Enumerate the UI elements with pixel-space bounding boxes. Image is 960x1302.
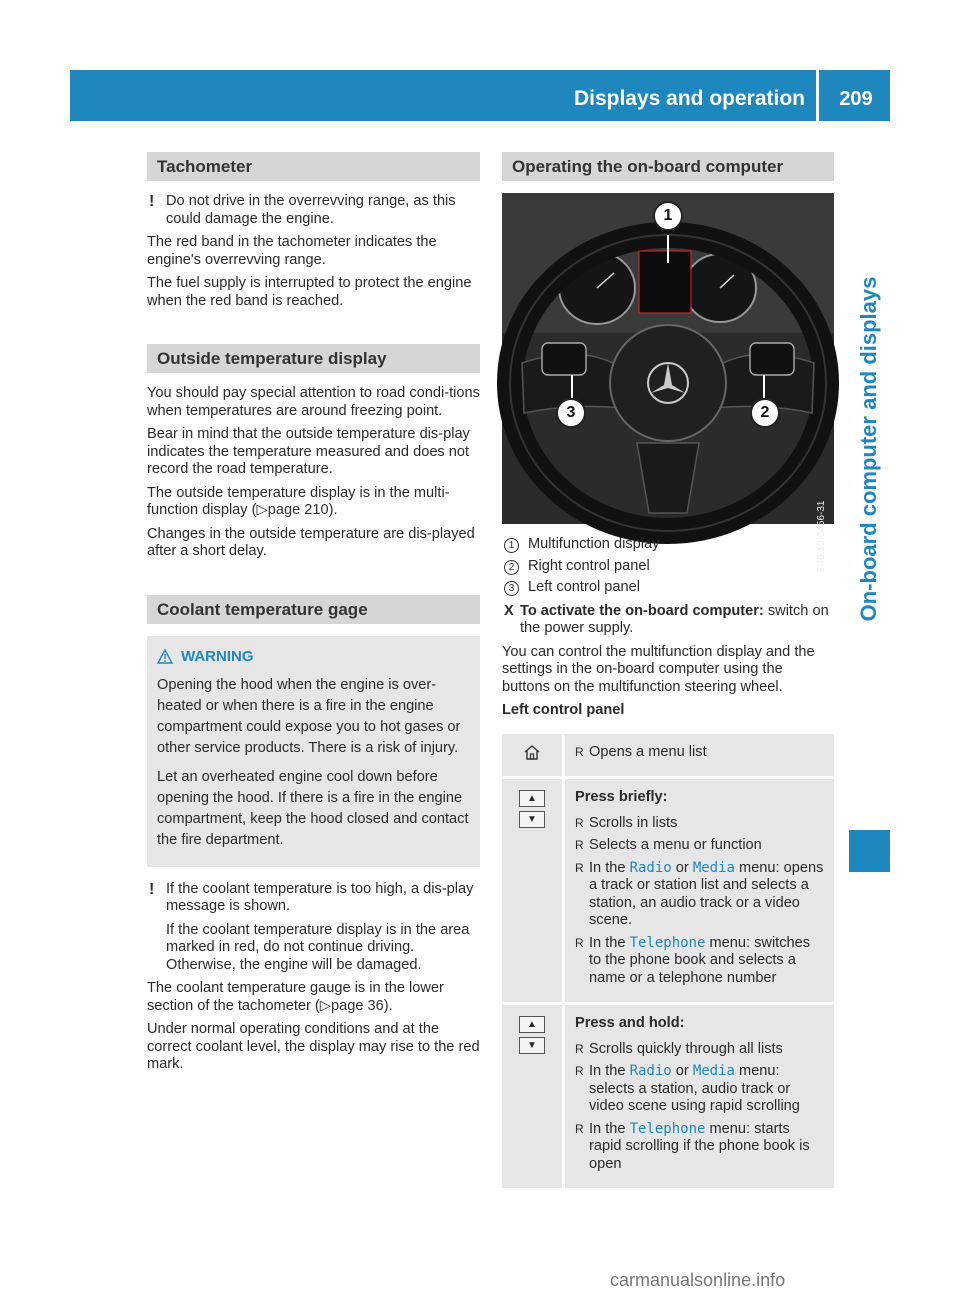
warning-title: [157, 646, 470, 667]
page-reference-link[interactable]: page 210: [267, 502, 329, 518]
right-column: [502, 152, 834, 1191]
callout-2: 2: [750, 398, 780, 428]
legend-item: [502, 558, 834, 576]
legend-item: [502, 579, 834, 597]
legend-number: 3: [504, 581, 519, 596]
section-heading-coolant: Coolant temperature gage: [147, 595, 480, 624]
up-arrow-key-icon: ▲: [519, 790, 545, 807]
text: The outside temperature display is in the multi-function display (: [147, 484, 450, 518]
exclamation-icon: !: [149, 193, 155, 210]
page-ref-arrow-icon: ▷: [319, 997, 332, 1014]
down-arrow-key-icon: ▼: [519, 811, 545, 828]
legend-number: 2: [504, 560, 519, 575]
up-arrow-key-icon: ▲: [519, 1016, 545, 1033]
list-item: [575, 1041, 824, 1059]
text: The coolant temperature gauge is in the lower section of the tachometer (: [147, 980, 444, 1014]
key-cell: [502, 734, 564, 778]
list-item: [575, 744, 824, 762]
warning-triangle-icon: [157, 649, 173, 664]
text: ).: [383, 997, 393, 1014]
text: or: [671, 1063, 693, 1079]
paragraph: The red band in the tachometer indicates the engine's overrevving range.: [147, 234, 437, 268]
bullet-text: Selects a menu or function: [589, 837, 762, 853]
text: menu: selects a station, audio track or video scene using rapid scrolling: [589, 1063, 800, 1114]
paragraph: [147, 485, 480, 520]
menu-name-media: Media: [692, 859, 735, 876]
callout-3: 3: [556, 398, 586, 428]
bullet-icon: R: [575, 744, 584, 759]
subheading-left-control-panel: Left control panel: [502, 702, 625, 718]
bullet-icon: R: [575, 860, 584, 875]
list-item: [575, 860, 824, 930]
note-tachometer: [147, 193, 480, 228]
paragraph: You should pay special attention to road condi-tions when temperatures are around freezing point.: [147, 385, 480, 419]
page-ref-arrow-icon: ▷: [256, 502, 268, 518]
description-cell: [564, 734, 835, 778]
bullet-icon: R: [575, 935, 584, 950]
text: menu: switches to the phone book and selects a name or a telephone number: [589, 934, 811, 986]
action-text: switch on the power supply.: [520, 602, 829, 636]
menu-name-radio: Radio: [629, 859, 672, 876]
warning-box: [147, 636, 480, 867]
page-header: [70, 70, 890, 121]
table-row: [502, 1004, 834, 1190]
action-label: To activate the on-board computer:: [520, 602, 764, 619]
menu-name-telephone: Telephone: [629, 934, 706, 951]
key-cell: [502, 1004, 564, 1190]
side-tab: [849, 216, 890, 696]
footer-watermark: carmanualsonline.info: [610, 1270, 786, 1290]
legend-text: Right control panel: [528, 557, 650, 574]
left-column: [147, 152, 480, 1080]
row-heading: Press briefly:: [575, 789, 668, 805]
warning-label: WARNING: [181, 647, 254, 665]
note-text: Do not drive in the overrevving range, as this could damage the engine.: [166, 193, 456, 227]
menu-name-radio: Radio: [629, 1063, 672, 1079]
list-item: [575, 815, 824, 833]
legend-text: Multifunction display: [528, 536, 660, 552]
section-heading-outside-temperature: Outside temperature display: [147, 344, 480, 373]
down-arrow-key-icon: ▼: [519, 1037, 545, 1054]
control-table: [502, 734, 834, 1192]
legend-number: 1: [504, 538, 519, 553]
side-tab-label: On-board computer and displays: [856, 276, 881, 622]
paragraph: The fuel supply is interrupted to protect the engine when the red band is reached.: [147, 275, 472, 309]
list-item: [575, 1063, 824, 1116]
list-item: [575, 837, 824, 855]
paragraph: Under normal operating conditions and at the correct coolant level, the display may rise to the red mark.: [147, 1021, 480, 1072]
text: menu: starts rapid scrolling if the phone book is open: [589, 1120, 810, 1172]
note-text: If the coolant temperature is too high, a dis-play message is shown.: [166, 880, 474, 914]
section-heading-onboard-computer: Operating the on-board computer: [502, 152, 834, 181]
bullet-icon: R: [575, 1064, 584, 1078]
note-coolant: [147, 881, 480, 975]
header-title: Displays and operation: [574, 70, 819, 121]
list-item: [575, 935, 824, 988]
side-tab-marker: [849, 830, 890, 872]
action-step: [502, 603, 834, 638]
text: or: [671, 859, 693, 876]
page-number: 209: [839, 88, 873, 110]
action-arrow-icon: X: [504, 602, 514, 619]
description-cell: [564, 778, 835, 1004]
warning-text: Let an overheated engine cool down before opening the hood. If there is a fire in the engine compartment, keep the hood closed and contact the fire department.: [157, 768, 469, 848]
paragraph: Changes in the outside temperature are dis-played after a short delay.: [147, 525, 475, 559]
bullet-text: Scrolls quickly through all lists: [589, 1040, 783, 1057]
legend-text: Left control panel: [528, 579, 640, 595]
exclamation-icon: !: [149, 880, 155, 898]
row-heading: Press and hold:: [575, 1015, 685, 1031]
text: In the: [589, 934, 630, 951]
bullet-text: Opens a menu list: [589, 743, 707, 760]
table-row: [502, 734, 834, 778]
warning-text: Opening the hood when the engine is over-heated or when there is a fire in the engine compartment could expose you to hot gases or other service products. There is a risk of injury.: [157, 676, 461, 756]
key-cell: [502, 778, 564, 1004]
bullet-icon: R: [575, 838, 584, 852]
page-reference-link[interactable]: page 36: [331, 997, 384, 1014]
callout-1: 1: [653, 201, 683, 231]
list-item: [575, 1121, 824, 1174]
text: In the: [589, 1120, 630, 1137]
paragraph: You can control the multifunction display and the settings in the on-board computer using the buttons on the multifunction steering wheel.: [502, 643, 815, 695]
bullet-text: Scrolls in lists: [589, 814, 678, 831]
steering-wheel-illustration: [502, 193, 834, 524]
bullet-icon: R: [575, 815, 584, 830]
figure-code: P46.10-3456-31: [816, 500, 828, 572]
menu-name-telephone: Telephone: [629, 1120, 706, 1137]
home-icon: [523, 744, 541, 760]
section-heading-tachometer: Tachometer: [147, 152, 480, 181]
text: ).: [328, 502, 338, 518]
paragraph: Bear in mind that the outside temperature dis-play indicates the temperature measured and does not record the road temperature.: [147, 426, 470, 477]
text: In the: [589, 1063, 630, 1079]
bullet-icon: R: [575, 1041, 584, 1056]
description-cell: [564, 1004, 835, 1190]
legend-item: [502, 536, 834, 554]
menu-name-media: Media: [692, 1063, 735, 1079]
text: menu: opens a track or station list and selects a station, an audio track or a video scene.: [589, 859, 824, 928]
note-text: If the coolant temperature display is in the area marked in red, do not continue driving. Otherwise, the engine will be damaged.: [166, 921, 470, 973]
table-row: [502, 778, 834, 1004]
bullet-icon: R: [575, 1121, 584, 1136]
paragraph: [147, 980, 480, 1015]
text: In the: [589, 859, 630, 876]
